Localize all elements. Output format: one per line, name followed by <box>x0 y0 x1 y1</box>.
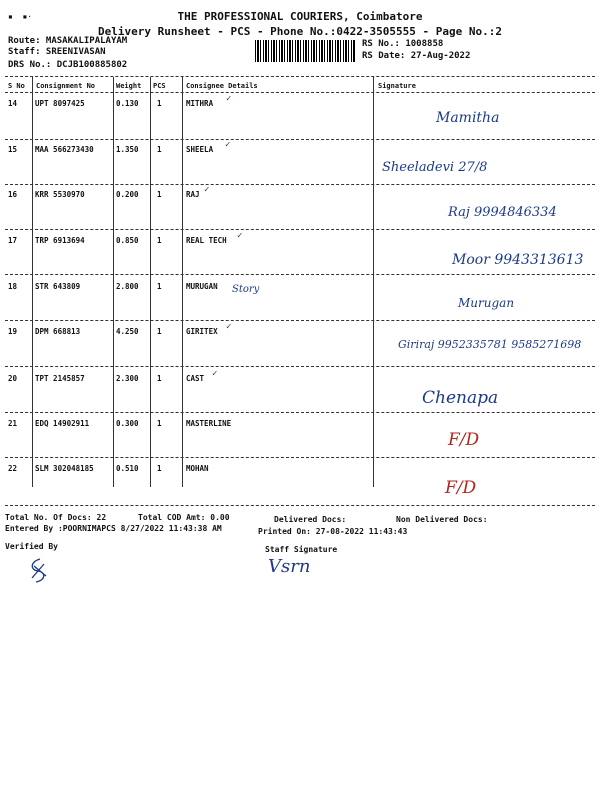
signature: F/D <box>445 478 477 498</box>
row-pcs: 1 <box>157 374 162 383</box>
printed-on: Printed On: 27-08-2022 11:43:43 <box>258 527 408 536</box>
header-bottom-rule <box>5 92 595 93</box>
row-weight: 0.510 <box>116 464 139 473</box>
row-pcs: 1 <box>157 464 162 473</box>
row-consignment: SLM 302048185 <box>35 464 94 473</box>
row-pcs: 1 <box>157 419 162 428</box>
row-sno: 16 <box>8 190 18 199</box>
row-weight: 0.300 <box>116 419 139 428</box>
row-consignment: KRR 5530970 <box>35 190 85 199</box>
signature: Raj 9994846334 <box>448 205 557 220</box>
row-sno: 20 <box>8 374 18 383</box>
staff-signature: Vsrn <box>268 556 311 577</box>
check-mark: ✓ <box>212 369 218 379</box>
row-sno: 17 <box>8 236 18 245</box>
rs-number: RS No.: 1008858 <box>362 39 444 49</box>
row-consignment: UPT 8097425 <box>35 99 85 108</box>
row-weight: 4.250 <box>116 327 139 336</box>
staff-signature-label: Staff Signature <box>265 545 338 554</box>
signature: Moor 9943313613 <box>452 252 584 268</box>
check-mark: ✓ <box>225 140 231 150</box>
handwritten-note: Story <box>232 284 260 295</box>
row-rule <box>5 274 595 275</box>
barcode <box>255 40 355 62</box>
row-rule <box>5 457 595 458</box>
row-sno: 22 <box>8 464 18 473</box>
row-rule <box>5 366 595 367</box>
signature: Murugan <box>458 296 515 310</box>
check-mark: ✓ <box>226 94 232 104</box>
drs-number: DRS No.: DCJB100885802 <box>8 60 128 70</box>
total-cod: Total COD Amt: 0.00 <box>138 513 230 522</box>
col-consignee: Consignee Details <box>186 82 258 90</box>
row-consignee: GIRITEX <box>186 327 218 336</box>
row-consignee: MITHRA <box>186 99 214 108</box>
row-weight: 2.300 <box>116 374 139 383</box>
signature: Sheeladevi 27/8 <box>382 160 488 175</box>
entered-by: Entered By :POORNIMAPCS 8/27/2022 11:43:38 AM <box>5 524 222 533</box>
row-consignee: MOHAN <box>186 464 209 473</box>
signature: F/D <box>448 430 480 450</box>
table-bottom-rule <box>5 505 595 506</box>
row-rule <box>5 412 595 413</box>
verified-by: Verified By <box>5 542 58 551</box>
signature: Giriraj 9952335781 9585271698 <box>398 338 582 351</box>
row-consignee: RAJ <box>186 190 200 199</box>
row-sno: 14 <box>8 99 18 108</box>
table-top-rule <box>5 76 595 77</box>
row-consignee: MURUGAN <box>186 282 218 291</box>
runsheet-subtitle: Delivery Runsheet - PCS - Phone No.:0422-3505555 - Page No.:2 <box>98 25 502 38</box>
row-consignment: EDQ 14902911 <box>35 419 90 428</box>
row-weight: 2.800 <box>116 282 139 291</box>
row-sno: 18 <box>8 282 18 291</box>
row-consignment: STR 643809 <box>35 282 81 291</box>
row-consignee: REAL TECH <box>186 236 227 245</box>
col-sno: S No <box>8 82 25 90</box>
row-sno: 21 <box>8 419 18 428</box>
rs-date: RS Date: 27-Aug-2022 <box>362 51 471 61</box>
row-sno: 19 <box>8 327 18 336</box>
signature: Mamitha <box>436 110 500 126</box>
check-mark: ✓ <box>226 322 232 332</box>
row-rule <box>5 320 595 321</box>
route: Route: MASAKALIPALAYAM <box>8 36 128 46</box>
row-consignee: SHEELA <box>186 145 214 154</box>
row-weight: 0.200 <box>116 190 139 199</box>
check-mark: ✓ <box>237 231 243 241</box>
col-signature: Signature <box>378 82 416 90</box>
row-rule <box>5 139 595 140</box>
row-consignment: DPM 668813 <box>35 327 81 336</box>
row-consignee: MASTERLINE <box>186 419 232 428</box>
row-sno: 15 <box>8 145 18 154</box>
row-consignment: TPT 2145857 <box>35 374 85 383</box>
row-rule <box>5 184 595 185</box>
row-pcs: 1 <box>157 236 162 245</box>
non-delivered-docs: Non Delivered Docs: <box>396 515 488 524</box>
row-rule <box>5 229 595 230</box>
row-pcs: 1 <box>157 327 162 336</box>
delivered-docs: Delivered Docs: <box>274 515 347 524</box>
row-weight: 1.350 <box>116 145 139 154</box>
row-weight: 0.850 <box>116 236 139 245</box>
stray-marks: ▪ ▪· <box>8 12 33 21</box>
verifier-signature <box>26 556 52 586</box>
row-weight: 0.130 <box>116 99 139 108</box>
row-pcs: 1 <box>157 190 162 199</box>
row-pcs: 1 <box>157 282 162 291</box>
check-mark: ✓ <box>204 185 210 195</box>
signature: Chenapa <box>422 388 499 408</box>
row-pcs: 1 <box>157 99 162 108</box>
company-title: THE PROFESSIONAL COURIERS, Coimbatore <box>177 10 423 23</box>
col-consignment: Consignment No <box>36 82 96 90</box>
row-pcs: 1 <box>157 145 162 154</box>
row-consignee: CAST <box>186 374 205 383</box>
col-weight: Weight <box>116 82 142 90</box>
col-pcs: PCS <box>153 82 166 90</box>
staff: Staff: SREENIVASAN <box>8 47 106 57</box>
row-consignment: MAA 566273430 <box>35 145 94 154</box>
total-docs: Total No. Of Docs: 22 <box>5 513 107 522</box>
row-consignment: TRP 6913694 <box>35 236 85 245</box>
